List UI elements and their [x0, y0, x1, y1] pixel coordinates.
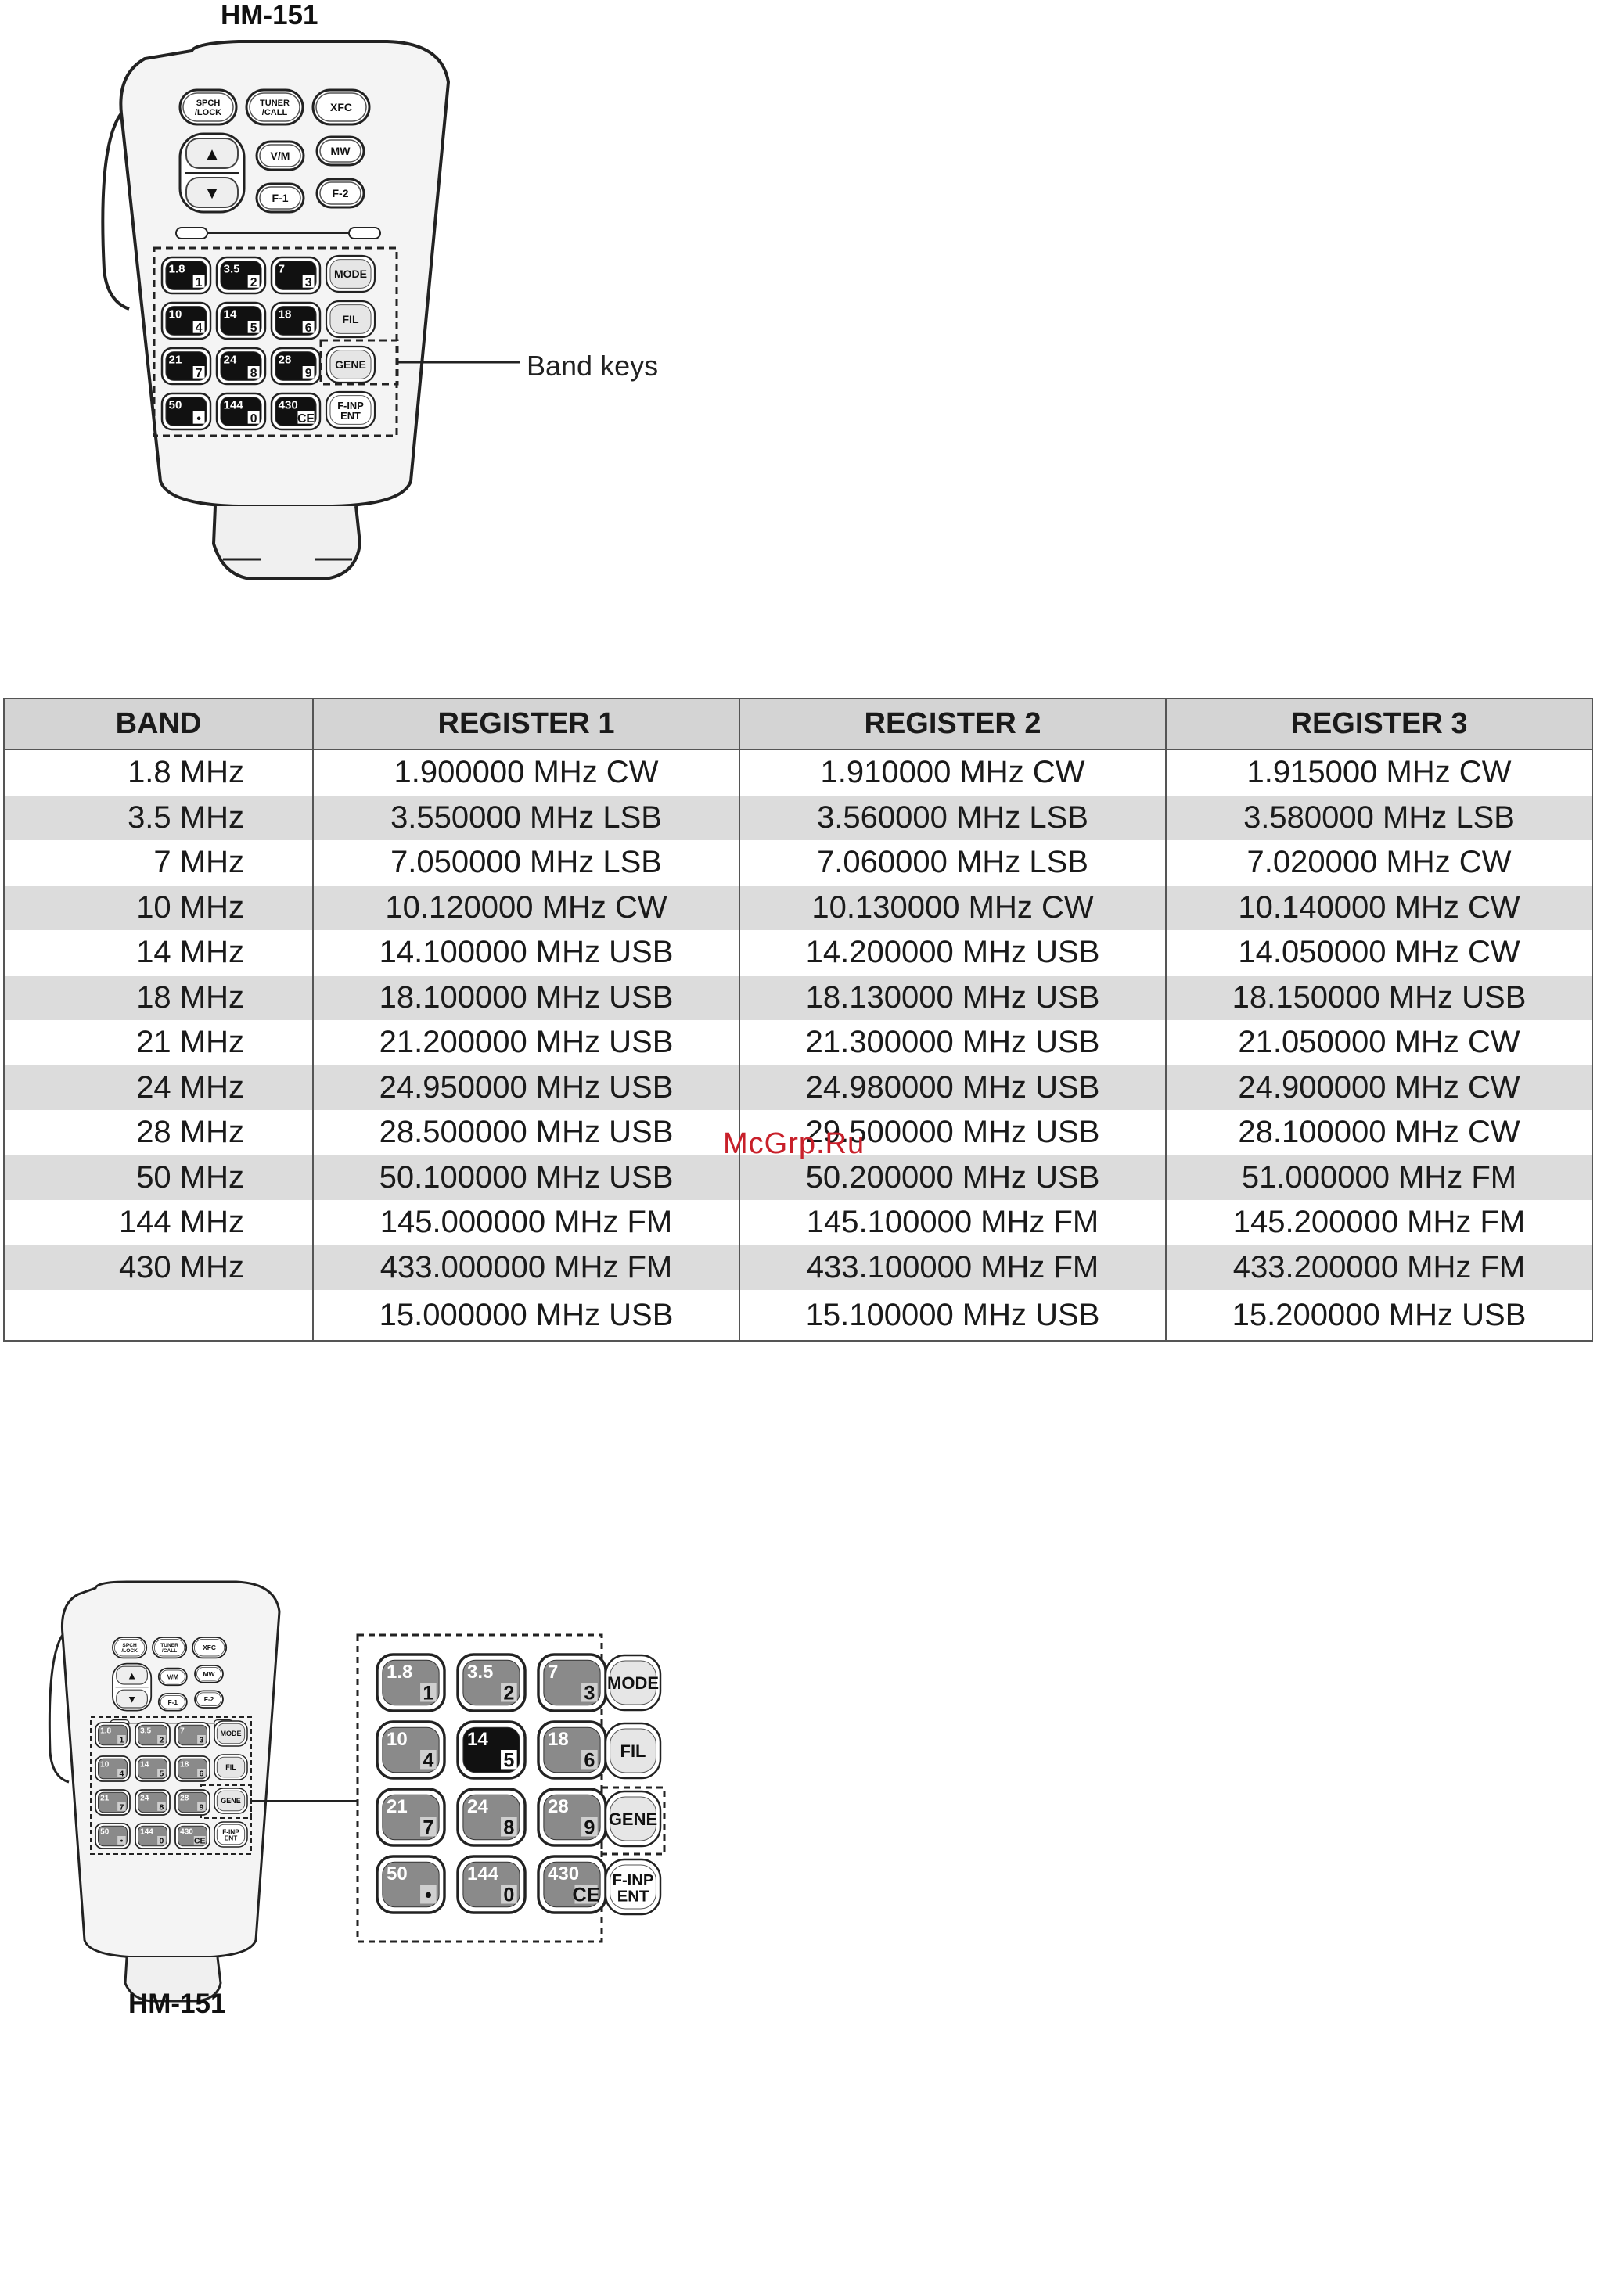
band-key-digit-label: 0 [159, 1836, 164, 1846]
band-key-digit-label: 9 [584, 1816, 595, 1839]
register-cell: 21.300000 MHz USB [739, 1020, 1166, 1065]
key-text: MODE [220, 1730, 242, 1738]
band-key-digit-label: 2 [250, 275, 257, 289]
register-cell: 15.000000 MHz USB [313, 1290, 739, 1341]
bottom-microphone-illustration [41, 1572, 714, 2026]
key-text: GENE [608, 1809, 658, 1829]
band-key-7[interactable] [175, 1723, 210, 1748]
key-text: F-2 [332, 187, 349, 199]
register-cell: 51.000000 MHz FM [1166, 1155, 1592, 1201]
band-key-digit-label: 4 [423, 1749, 434, 1772]
band-key-band-label: 18 [180, 1760, 189, 1770]
band-key-band-label: 10 [168, 307, 182, 322]
band-key-band-label: 144 [467, 1863, 499, 1885]
band-key-band-label: 18 [548, 1729, 569, 1751]
register-cell: 15.200000 MHz USB [1166, 1290, 1592, 1341]
register-cell: 14.200000 MHz USB [739, 930, 1166, 976]
spch-lock-button[interactable] [113, 1637, 146, 1658]
band-key-digit-label: 2 [159, 1735, 164, 1745]
fil-button[interactable] [326, 301, 375, 337]
band-key-band-label: 14 [140, 1760, 149, 1770]
band-key-band-label: 1.8 [387, 1662, 413, 1683]
band-key-digit-label: CE [193, 1836, 206, 1846]
band-key-21[interactable] [162, 348, 210, 384]
band-key-band-label: 7 [548, 1662, 559, 1683]
band-key-24[interactable] [458, 1789, 525, 1845]
gene-button[interactable] [606, 1791, 660, 1846]
header-register-3: REGISTER 3 [1166, 699, 1592, 749]
key-text: MODE [334, 268, 367, 281]
key-text: FIL [620, 1741, 646, 1761]
band-key-band-label: 10 [387, 1729, 408, 1751]
band-key-24[interactable] [217, 348, 265, 384]
table-header-row [4, 699, 1592, 749]
register-cell: 18.100000 MHz USB [313, 976, 739, 1021]
band-register-table [3, 698, 1593, 1342]
mode-button[interactable] [326, 256, 375, 292]
spch-lock-button[interactable] [180, 90, 236, 124]
band-key-50[interactable] [95, 1824, 130, 1849]
register-cell: 7.020000 MHz CW [1166, 840, 1592, 886]
band-key-band-label: 18 [278, 307, 292, 322]
band-key-band-label: 14 [223, 307, 237, 322]
header-register-2: REGISTER 2 [739, 699, 1166, 749]
up-button[interactable] [186, 138, 238, 168]
register-cell: 15.100000 MHz USB [739, 1290, 1166, 1341]
table-row [4, 1245, 1592, 1291]
key-text: MW [330, 145, 351, 157]
band-key-digit-label: 5 [159, 1769, 164, 1779]
register-cell: 50.100000 MHz USB [313, 1155, 739, 1201]
key-text: MODE [607, 1673, 659, 1693]
band-key-digit-label: 5 [250, 321, 257, 335]
table-row [4, 749, 1592, 796]
band-key-14[interactable] [217, 303, 265, 339]
band-key-digit-label: 9 [199, 1802, 204, 1813]
band-key-3.5[interactable] [458, 1655, 525, 1711]
band-key-digit-label: 7 [119, 1802, 124, 1813]
xfc-button[interactable] [313, 90, 369, 124]
band-key-144[interactable] [217, 393, 265, 429]
key-text: GENE [335, 358, 366, 372]
register-cell: 7.060000 MHz LSB [739, 840, 1166, 886]
tuner-call-button[interactable] [153, 1637, 186, 1658]
band-key-3.5[interactable] [217, 257, 265, 293]
band-key-18[interactable] [272, 303, 320, 339]
key-text: /LOCK [121, 1648, 138, 1655]
key-text: ENT [340, 409, 361, 422]
key-text: V/M [167, 1673, 179, 1681]
band-key-band-label: 28 [278, 353, 292, 367]
band-cell: 28 MHz [4, 1110, 313, 1155]
band-keys-callout-label: Band keys [527, 350, 659, 382]
down-button[interactable] [117, 1690, 148, 1708]
band-key-band-label: 144 [223, 398, 243, 412]
band-key-digit-label: 7 [195, 366, 203, 380]
mic-cable-relief [214, 506, 360, 579]
register-cell: 433.100000 MHz FM [739, 1245, 1166, 1291]
up-down-rocker[interactable] [180, 134, 244, 212]
band-key-10[interactable] [95, 1756, 130, 1781]
table-row [4, 1200, 1592, 1245]
register-cell: 18.150000 MHz USB [1166, 976, 1592, 1021]
table-row [4, 840, 1592, 886]
register-cell: 21.050000 MHz CW [1166, 1020, 1592, 1065]
band-key-band-label: 1.8 [168, 262, 185, 276]
register-cell: 1.900000 MHz CW [313, 749, 739, 796]
band-cell: 21 MHz [4, 1020, 313, 1065]
f2-button[interactable] [195, 1691, 223, 1708]
register-cell: 3.580000 MHz LSB [1166, 796, 1592, 841]
register-cell: 21.200000 MHz USB [313, 1020, 739, 1065]
vm-button[interactable] [257, 142, 304, 170]
register-cell: 24.950000 MHz USB [313, 1065, 739, 1111]
table-row [4, 1065, 1592, 1111]
register-cell: 50.200000 MHz USB [739, 1155, 1166, 1201]
key-text: F-1 [272, 192, 289, 204]
f-inp-ent-button[interactable] [606, 1859, 660, 1914]
band-key-band-label: 10 [100, 1760, 110, 1770]
band-key-digit-label: 0 [250, 411, 257, 426]
key-text: F-1 [167, 1698, 178, 1706]
key-text: FIL [225, 1763, 236, 1772]
band-key-144[interactable] [458, 1856, 525, 1913]
key-text: F-INP [222, 1828, 239, 1836]
fil-button[interactable] [606, 1723, 660, 1778]
band-key-band-label: 21 [100, 1794, 110, 1803]
key-text: TUNER [260, 99, 290, 108]
band-key-digit-label: 4 [195, 321, 203, 335]
band-key-10[interactable] [162, 303, 210, 339]
band-key-band-label: 7 [180, 1726, 185, 1736]
band-key-10[interactable] [377, 1722, 444, 1778]
key-text: ENT [224, 1834, 238, 1842]
table-row [4, 796, 1592, 841]
band-key-digit-label: • [196, 411, 201, 426]
band-key-digit-label: 0 [503, 1884, 515, 1906]
band-cell: 3.5 MHz [4, 796, 313, 841]
register-cell: 28.100000 MHz CW [1166, 1110, 1592, 1155]
table-row [4, 1155, 1592, 1201]
band-key-1.8[interactable] [95, 1723, 130, 1748]
key-text: F-INP [337, 399, 364, 411]
band-key-digit-label: 1 [423, 1682, 434, 1705]
register-cell: 14.100000 MHz USB [313, 930, 739, 976]
band-key-band-label: 28 [548, 1796, 569, 1818]
band-key-21[interactable] [377, 1789, 444, 1845]
table-row [4, 976, 1592, 1021]
mw-button[interactable] [317, 137, 364, 165]
register-cell: 145.200000 MHz FM [1166, 1200, 1592, 1245]
led-left [176, 228, 207, 239]
watermark: McGrp.Ru [723, 1127, 865, 1160]
key-text: V/M [270, 149, 290, 162]
key-text: MW [203, 1669, 215, 1678]
register-cell: 24.900000 MHz CW [1166, 1065, 1592, 1111]
band-key-50[interactable] [162, 393, 210, 429]
band-key-digit-label: 3 [304, 275, 312, 289]
band-key-band-label: 430 [278, 398, 298, 412]
mw-button[interactable] [195, 1665, 223, 1683]
band-key-50[interactable] [377, 1856, 444, 1913]
band-key-band-label: 144 [140, 1827, 153, 1837]
xfc-button[interactable] [192, 1637, 226, 1658]
vm-button[interactable] [159, 1669, 187, 1686]
register-cell: 10.130000 MHz CW [739, 886, 1166, 931]
band-key-band-label: 3.5 [467, 1662, 494, 1683]
table-row [4, 886, 1592, 931]
band-key-band-label: 3.5 [223, 262, 240, 276]
band-key-14[interactable] [458, 1722, 525, 1778]
band-key-28[interactable] [272, 348, 320, 384]
band-cell: 7 MHz [4, 840, 313, 886]
band-key-7[interactable] [538, 1655, 606, 1711]
register-cell: 10.140000 MHz CW [1166, 886, 1592, 931]
mode-button[interactable] [606, 1655, 660, 1710]
band-key-digit-label: 6 [584, 1749, 595, 1772]
band-key-18[interactable] [175, 1756, 210, 1781]
band-key-430[interactable] [175, 1824, 210, 1849]
key-text: F-2 [203, 1695, 214, 1704]
top-microphone-illustration [74, 27, 716, 591]
up-arrow-icon: ▲ [127, 1669, 138, 1682]
bottom-mic-model-label: HM-151 [128, 1989, 226, 2019]
register-cell: 7.050000 MHz LSB [313, 840, 739, 886]
f1-button[interactable] [257, 184, 304, 212]
band-key-band-label: 430 [548, 1863, 580, 1885]
band-key-14[interactable] [135, 1756, 170, 1781]
up-arrow-icon: ▲ [203, 144, 221, 163]
register-cell: 145.000000 MHz FM [313, 1200, 739, 1245]
band-key-band-label: 50 [168, 398, 182, 412]
band-key-digit-label: 8 [250, 366, 257, 380]
band-key-band-label: 430 [180, 1827, 193, 1837]
band-key-digit-label: 7 [423, 1816, 434, 1839]
band-key-band-label: 3.5 [140, 1726, 152, 1736]
register-cell: 145.100000 MHz FM [739, 1200, 1166, 1245]
band-cell: 144 MHz [4, 1200, 313, 1245]
band-key-digit-label: • [120, 1836, 124, 1846]
register-cell: 14.050000 MHz CW [1166, 930, 1592, 976]
band-key-digit-label: 6 [304, 321, 312, 335]
key-text: /CALL [161, 1648, 178, 1655]
fil-button[interactable] [214, 1755, 247, 1780]
band-key-430[interactable] [272, 393, 320, 429]
band-cell: 1.8 MHz [4, 749, 313, 796]
band-key-digit-label: 1 [119, 1735, 124, 1745]
register-cell: 433.200000 MHz FM [1166, 1245, 1592, 1291]
band-key-digit-label: 9 [304, 366, 312, 380]
table-row [4, 930, 1592, 976]
band-key-digit-label: 5 [503, 1749, 515, 1772]
key-text: XFC [203, 1644, 216, 1652]
header-register-1: REGISTER 1 [313, 699, 739, 749]
register-cell: 1.915000 MHz CW [1166, 749, 1592, 796]
mode-button[interactable] [214, 1721, 247, 1746]
band-cell: 24 MHz [4, 1065, 313, 1111]
led-right [349, 228, 380, 239]
band-key-digit-label: 2 [503, 1682, 515, 1705]
band-key-band-label: 7 [278, 262, 286, 276]
band-cell: 18 MHz [4, 976, 313, 1021]
band-cell: 10 MHz [4, 886, 313, 931]
band-key-1.8[interactable] [377, 1655, 444, 1711]
band-cell: 14 MHz [4, 930, 313, 976]
register-cell: 18.130000 MHz USB [739, 976, 1166, 1021]
key-text: FIL [342, 313, 359, 326]
register-cell: 10.120000 MHz CW [313, 886, 739, 931]
band-key-18[interactable] [538, 1722, 606, 1778]
band-key-digit-label: 8 [503, 1816, 515, 1839]
band-key-digit-label: • [424, 1884, 432, 1906]
band-key-band-label: 50 [100, 1827, 110, 1837]
band-key-28[interactable] [175, 1790, 210, 1815]
key-text: TUNER [160, 1643, 178, 1648]
band-cell [4, 1290, 313, 1341]
band-key-28[interactable] [538, 1789, 606, 1845]
key-text: SPCH [196, 99, 221, 108]
up-button[interactable] [117, 1666, 148, 1684]
table-row [4, 1290, 1592, 1341]
band-key-24[interactable] [135, 1790, 170, 1815]
band-key-21[interactable] [95, 1790, 130, 1815]
band-key-430[interactable] [538, 1856, 606, 1913]
band-key-band-label: 21 [168, 353, 182, 367]
top-mic-model-label: HM-151 [221, 0, 318, 31]
up-down-rocker[interactable] [113, 1664, 151, 1711]
band-key-digit-label: 8 [159, 1802, 164, 1813]
band-key-band-label: 50 [387, 1863, 408, 1885]
band-key-3.5[interactable] [135, 1723, 170, 1748]
band-key-digit-label: 4 [119, 1769, 124, 1779]
band-key-band-label: 24 [467, 1796, 488, 1818]
key-text: XFC [330, 101, 352, 113]
band-key-digit-label: CE [297, 411, 315, 426]
down-arrow-icon: ▼ [127, 1693, 138, 1705]
key-text: /CALL [261, 108, 288, 117]
band-key-digit-label: 3 [199, 1735, 204, 1745]
key-text: F-INP [612, 1872, 654, 1890]
band-key-band-label: 24 [223, 353, 237, 367]
key-text: SPCH [122, 1643, 137, 1648]
register-cell: 1.910000 MHz CW [739, 749, 1166, 796]
register-cell: 24.980000 MHz USB [739, 1065, 1166, 1111]
band-cell: 430 MHz [4, 1245, 313, 1291]
register-cell: 28.500000 MHz USB [313, 1110, 739, 1155]
band-key-band-label: 1.8 [100, 1726, 112, 1736]
register-cell: 3.560000 MHz LSB [739, 796, 1166, 841]
gene-button[interactable] [326, 347, 375, 383]
band-cell: 50 MHz [4, 1155, 313, 1201]
band-key-band-label: 24 [140, 1794, 149, 1803]
band-key-digit-label: 6 [199, 1769, 204, 1779]
band-key-1.8[interactable] [162, 257, 210, 293]
down-arrow-icon: ▼ [203, 183, 221, 203]
band-key-7[interactable] [272, 257, 320, 293]
f-inp-ent-button[interactable] [326, 392, 375, 428]
band-key-band-label: 28 [180, 1794, 189, 1803]
register-cell: 29.500000 MHz USB [739, 1110, 1166, 1155]
key-text: GENE [221, 1797, 241, 1806]
band-key-digit-label: CE [572, 1884, 600, 1906]
gene-button[interactable] [214, 1788, 247, 1813]
band-key-144[interactable] [135, 1824, 170, 1849]
f2-button[interactable] [317, 179, 364, 207]
register-cell: 3.550000 MHz LSB [313, 796, 739, 841]
band-key-digit-label: 3 [584, 1682, 595, 1705]
register-cell: 433.000000 MHz FM [313, 1245, 739, 1291]
band-key-band-label: 14 [467, 1729, 488, 1751]
table-row [4, 1020, 1592, 1065]
down-button[interactable] [186, 178, 238, 207]
tuner-call-button[interactable] [246, 90, 303, 124]
key-text: ENT [617, 1888, 649, 1906]
band-key-digit-label: 1 [195, 275, 203, 289]
f-inp-ent-button[interactable] [214, 1822, 247, 1847]
f1-button[interactable] [159, 1694, 187, 1711]
header-band: BAND [4, 699, 313, 749]
band-key-band-label: 21 [387, 1796, 408, 1818]
key-text: /LOCK [194, 108, 222, 117]
